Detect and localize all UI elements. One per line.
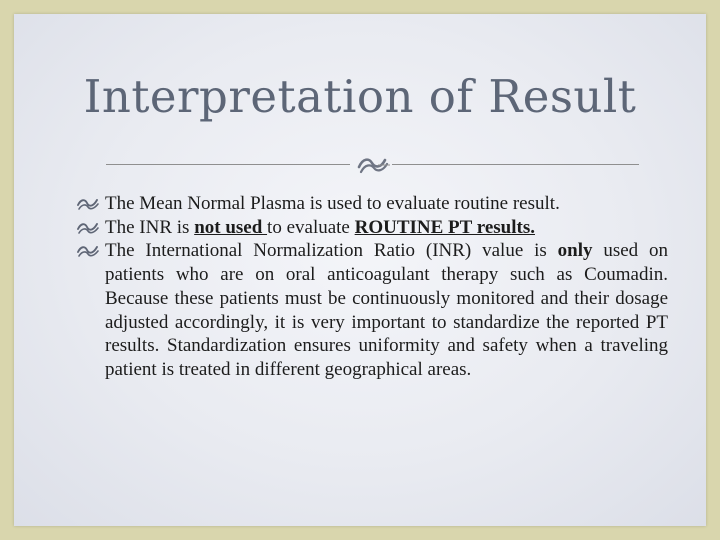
bullet-text-part: The INR is: [105, 216, 195, 238]
bullet-list: [74, 192, 668, 382]
wave-leaf-icon: [77, 244, 99, 258]
emphasis-not-used: not used: [194, 216, 268, 238]
title-divider-right: [392, 164, 639, 165]
bullet-item-mean-normal-plasma: [74, 192, 668, 216]
emphasis-only: only: [557, 240, 593, 262]
title-divider-left: [106, 164, 350, 165]
slide-panel: [14, 14, 706, 526]
bullet-item-inr-not-used: [74, 216, 668, 240]
bullet-text-part: The International Normalization Ratio (INR) value is: [105, 240, 558, 262]
bullet-text: The Mean Normal Plasma is used to evaluate routine result.: [105, 193, 560, 214]
wave-leaf-icon: [356, 153, 390, 177]
slide-title: Interpretation of Result: [83, 70, 637, 123]
bullet-item-inr-only: [74, 239, 668, 381]
wave-leaf-icon: [77, 221, 99, 235]
bullet-text-part: to evaluate: [267, 216, 355, 238]
wave-leaf-icon: [77, 197, 99, 211]
emphasis-routine-pt: ROUTINE PT results.: [354, 216, 535, 238]
bullet-text-part: used on patients who are on oral anticoagulant therapy such as Coumadin. Because these patients must be continuously monitored and their dosage adjusted accordingly, it is very important to standardize the reported PT results. Standardization ensures uniformity and safety when a traveling patient is treated in different geographical areas.: [105, 240, 668, 380]
